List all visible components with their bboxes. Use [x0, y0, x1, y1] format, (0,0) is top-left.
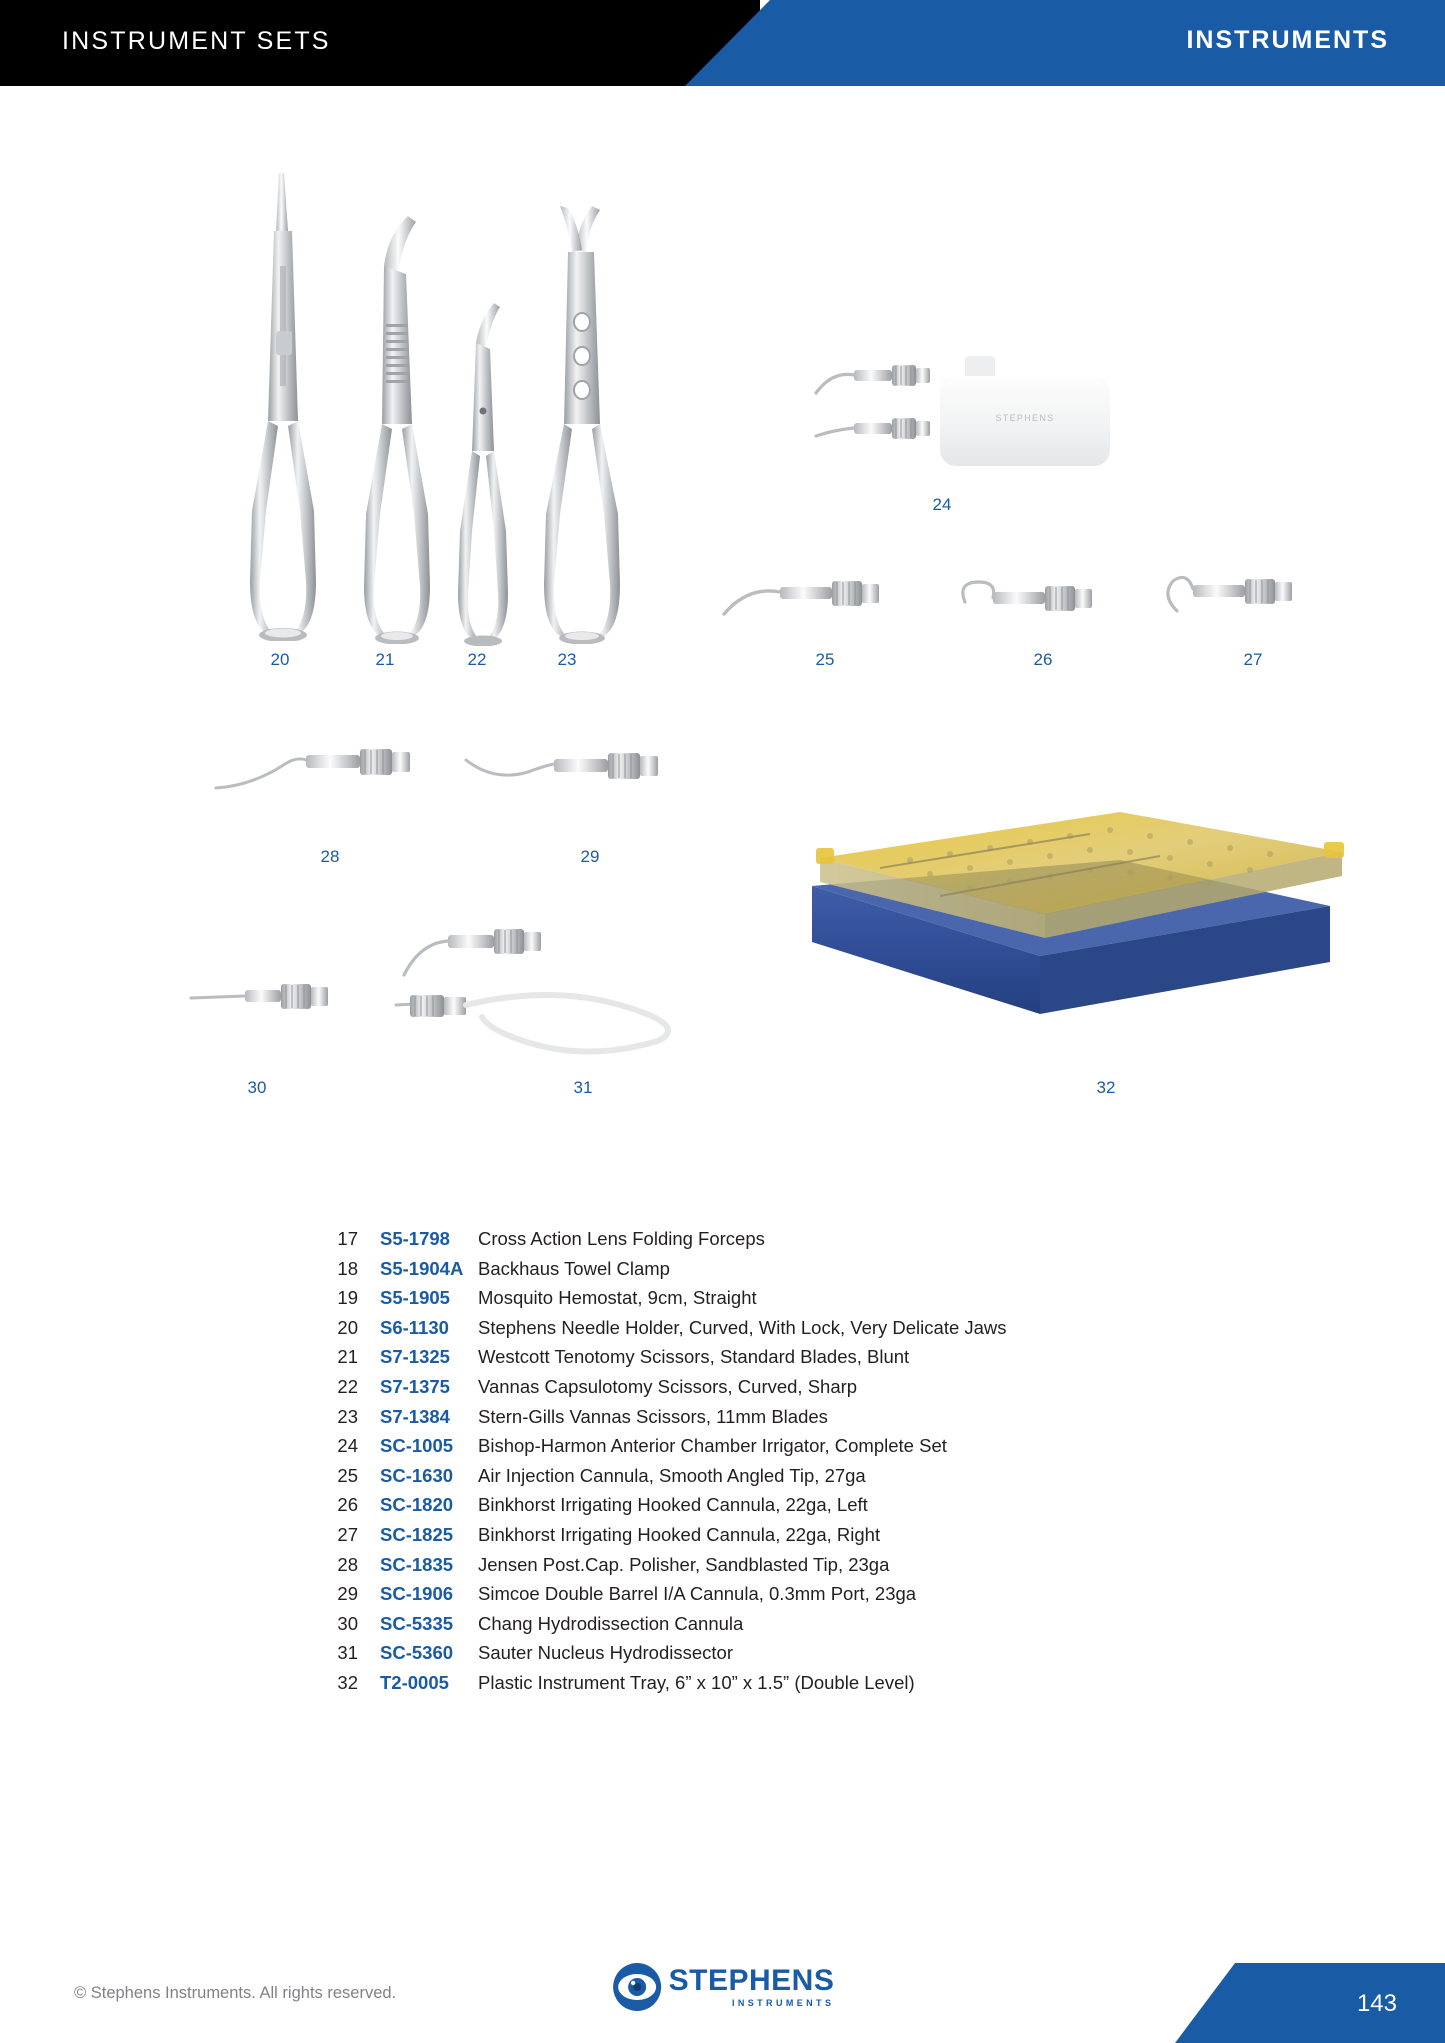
table-row: [310, 1376, 1210, 1406]
part-number: 24: [337, 1435, 358, 1457]
part-number: 25: [337, 1464, 358, 1486]
part-code: S5-1798: [380, 1228, 450, 1249]
figure-label-31: 31: [573, 1078, 593, 1097]
part-number: 22: [337, 1375, 358, 1397]
table-row: [310, 1228, 1210, 1258]
part-code: SC-1005: [380, 1435, 454, 1457]
part-description: Chang Hydrodissection Cannula: [478, 1612, 744, 1634]
part-number: 29: [337, 1583, 358, 1605]
brand-subtitle: INSTRUMENTS: [731, 1998, 835, 2008]
brand-name: STEPHENS: [668, 1964, 835, 1997]
part-number: 23: [337, 1405, 358, 1427]
figure-label-23: 23: [557, 650, 577, 669]
figure-label-24: 24: [932, 495, 952, 514]
footer-corner-band: [1175, 1963, 1445, 2043]
figure-simcoe-cannula-29: [458, 746, 688, 806]
table-row: [310, 1642, 1210, 1672]
figure-chang-cannula-30: [185, 976, 345, 1026]
figure-label-22: 22: [467, 650, 487, 669]
part-code: SC-1820: [380, 1494, 454, 1516]
figure-label-27: 27: [1243, 650, 1263, 669]
part-code: S5-1905: [380, 1287, 450, 1309]
part-description: Plastic Instrument Tray, 6” x 10” x 1.5” (Double Level): [478, 1671, 915, 1693]
table-row: [310, 1465, 1210, 1495]
table-row: [310, 1583, 1210, 1613]
part-code: S5-1904A: [380, 1257, 464, 1279]
table-row: [310, 1554, 1210, 1584]
part-number: 26: [337, 1494, 358, 1516]
figure-instrument-tray-32: [790, 756, 1350, 1056]
part-code: S6-1130: [380, 1316, 449, 1338]
part-code: SC-1906: [380, 1583, 454, 1605]
table-row: [310, 1346, 1210, 1376]
table-row: [310, 1435, 1210, 1465]
figure-irrigator-bottle-24: [940, 356, 1110, 466]
figure-binkhorst-cannula-right-27: [1155, 571, 1345, 626]
table-row: [310, 1494, 1210, 1524]
part-number: 28: [337, 1553, 358, 1575]
part-code: S7-1325: [380, 1346, 450, 1368]
copyright-text: © Stephens Instruments. All rights reserved.: [74, 1984, 397, 2002]
figure-label-28: 28: [320, 847, 340, 866]
header-section-title: INSTRUMENT SETS: [62, 27, 331, 55]
table-row: [310, 1613, 1210, 1643]
figure-needle-holder-20: [232, 171, 342, 641]
part-description: Binkhorst Irrigating Hooked Cannula, 22ga, Left: [478, 1494, 868, 1516]
eye-logo-icon: [611, 1961, 663, 2013]
part-number: 18: [337, 1257, 358, 1279]
part-description: Westcott Tenotomy Scissors, Standard Blades, Blunt: [478, 1346, 910, 1368]
figure-area: [0, 86, 1445, 1186]
part-description: Air Injection Cannula, Smooth Angled Tip, 27ga: [478, 1464, 866, 1486]
brand-logo: [611, 1961, 835, 2013]
part-description: Sauter Nucleus Hydrodissector: [478, 1642, 733, 1664]
figure-stern-gills-scissors-23: [520, 204, 640, 644]
part-description: Stern-Gills Vannas Scissors, 11mm Blades: [478, 1405, 828, 1427]
part-code: SC-1825: [380, 1523, 454, 1545]
parts-list: [310, 1228, 1210, 1702]
table-row: [310, 1406, 1210, 1436]
figure-label-32: 32: [1096, 1078, 1116, 1097]
figure-label-21: 21: [375, 650, 395, 669]
table-row: [310, 1672, 1210, 1702]
bottle-brand-label: STEPHENS: [995, 413, 1055, 423]
page-footer: [0, 1933, 1445, 2043]
part-number: 19: [337, 1287, 358, 1309]
part-description: Binkhorst Irrigating Hooked Cannula, 22ga, Right: [478, 1523, 881, 1545]
part-number: 30: [337, 1612, 358, 1634]
figure-sauter-hydrodissector-31: [390, 921, 790, 1061]
part-description: Simcoe Double Barrel I/A Cannula, 0.3mm Port, 23ga: [478, 1583, 917, 1605]
part-description: Vannas Capsulotomy Scissors, Curved, Sharp: [478, 1375, 858, 1397]
part-description: Cross Action Lens Folding Forceps: [478, 1228, 765, 1249]
table-row: [310, 1317, 1210, 1347]
figure-irrigator-cannula-a-24: [810, 363, 945, 405]
figure-binkhorst-cannula-left-26: [935, 576, 1125, 626]
figure-label-20: 20: [270, 650, 290, 669]
figure-vannas-scissors-22: [442, 301, 532, 646]
part-number: 20: [337, 1316, 358, 1338]
part-number: 32: [337, 1671, 358, 1693]
part-description: Mosquito Hemostat, 9cm, Straight: [478, 1287, 757, 1309]
figure-jensen-polisher-28: [210, 746, 440, 806]
part-code: SC-5360: [380, 1642, 454, 1664]
page-header: [0, 0, 1445, 86]
part-description: Backhaus Towel Clamp: [478, 1257, 670, 1279]
figure-label-30: 30: [247, 1078, 267, 1097]
part-description: Stephens Needle Holder, Curved, With Lock, Very Delicate Jaws: [478, 1316, 1007, 1338]
part-number: 17: [337, 1228, 358, 1249]
page-number: 143: [1356, 1990, 1397, 2017]
figure-label-26: 26: [1033, 650, 1053, 669]
part-number: 31: [337, 1642, 358, 1664]
table-row: [310, 1258, 1210, 1288]
header-category-title: INSTRUMENTS: [1186, 26, 1389, 54]
part-number: 21: [337, 1346, 358, 1368]
part-description: Bishop-Harmon Anterior Chamber Irrigator, Complete Set: [478, 1435, 947, 1457]
table-row: [310, 1287, 1210, 1317]
figure-label-29: 29: [580, 847, 600, 866]
part-code: S7-1375: [380, 1375, 450, 1397]
part-number: 27: [337, 1523, 358, 1545]
part-code: SC-5335: [380, 1612, 454, 1634]
part-code: T2-0005: [380, 1671, 449, 1693]
figure-label-25: 25: [815, 650, 835, 669]
part-code: SC-1630: [380, 1464, 454, 1486]
table-row: [310, 1524, 1210, 1554]
part-code: S7-1384: [380, 1405, 450, 1427]
figure-irrigator-cannula-b-24: [810, 414, 945, 454]
part-description: Jensen Post.Cap. Polisher, Sandblasted Tip, 23ga: [478, 1553, 890, 1575]
part-code: SC-1835: [380, 1553, 454, 1575]
figure-air-injection-cannula-25: [718, 576, 908, 626]
